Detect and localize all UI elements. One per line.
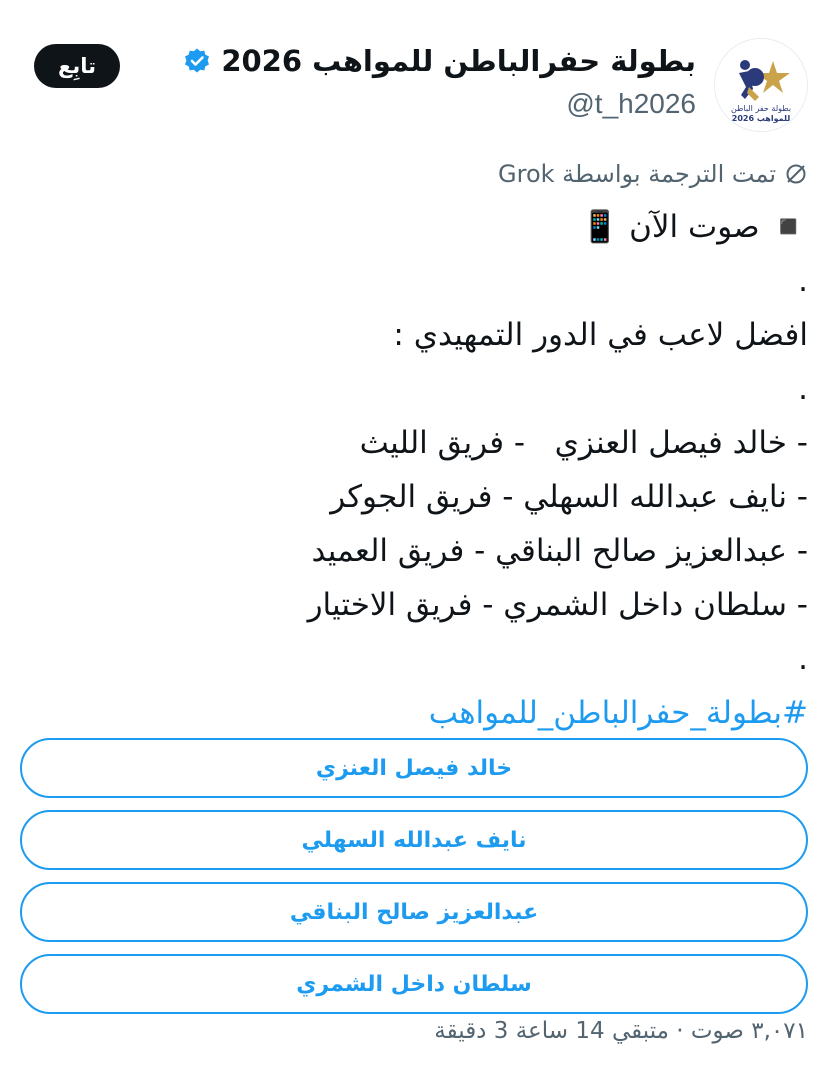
translation-note[interactable] [498,160,808,188]
translation-note-text: تمت الترجمة بواسطة Grok [498,160,776,188]
poll-option-3[interactable]: عبدالعزيز صالح البناقي [20,882,808,942]
verified-badge-icon [183,47,211,75]
tweet-line-6: - نايف عبدالله السهلي - فريق الجوكر [330,479,808,515]
tweet-line-9: . [798,641,808,677]
poll-option-2[interactable]: نايف عبدالله السهلي [20,810,808,870]
account-handle[interactable]: @t_h2026 [566,88,696,119]
logo-text-line1: بطولة حفر الباطن [730,104,792,113]
tweet-text [20,200,808,740]
author-info [183,44,696,120]
tweet-line-4: . [798,371,808,407]
tournament-logo-icon [715,39,807,131]
tweet-line-5: - خالد فيصل العنزي - فريق الليث [359,425,808,461]
logo-text-line2: للمواهب 2026 [731,114,791,123]
tweet-header [20,38,808,138]
tweet-line-3: افضل لاعب في الدور التمهيدي : [393,317,808,353]
poll [20,738,808,1026]
name-row [183,44,696,78]
tweet-line-1: ◾️ صوت الآن 📱 [580,209,808,245]
poll-meta: ٣,٠٧١ صوت · متبقي 14 ساعة 3 دقيقة [434,1018,808,1044]
grok-translate-icon [784,162,808,186]
display-name[interactable]: بطولة حفرالباطن للمواهب 2026 [221,44,696,78]
poll-option-4[interactable]: سلطان داخل الشمري [20,954,808,1014]
follow-button[interactable]: تابِع [34,44,120,88]
avatar[interactable] [714,38,808,132]
hashtag-link[interactable]: #بطولة_حفرالباطن_للمواهب [428,695,808,731]
poll-option-1[interactable]: خالد فيصل العنزي [20,738,808,798]
tweet-line-2: . [798,263,808,299]
tweet-line-7: - عبدالعزيز صالح البناقي - فريق العميد [311,533,808,569]
tweet-line-8: - سلطان داخل الشمري - فريق الاختيار [307,587,808,623]
